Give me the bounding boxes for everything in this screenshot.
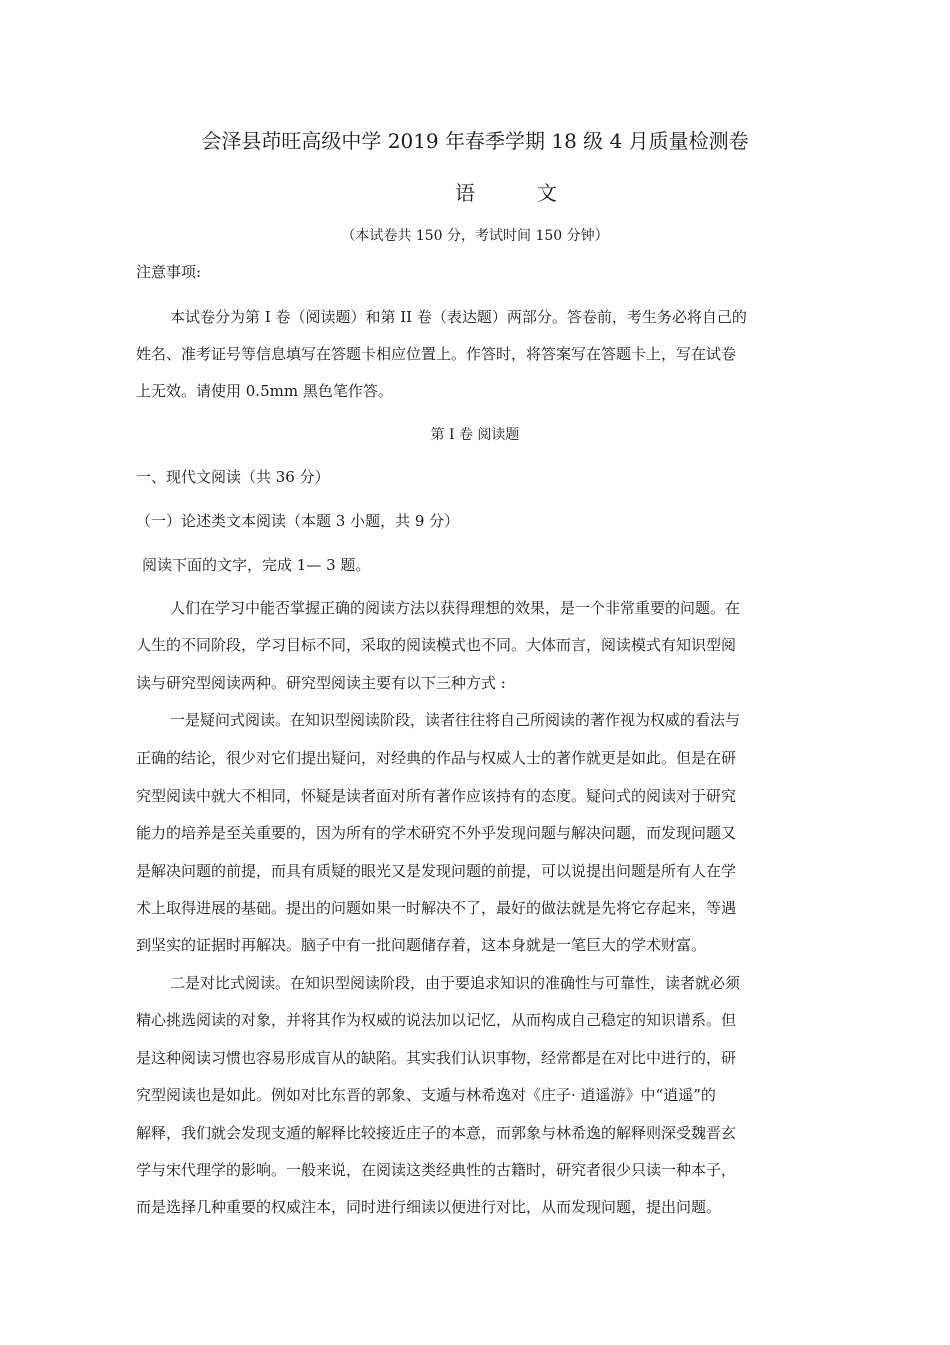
passage-line: 正确的结论，很少对它们提出疑问，对经典的作品与权威人士的著作就更是如此。但是在研 <box>136 749 737 767</box>
passage-line: 术上取得进展的基础。提出的问题如果一时解决不了，最好的做法就是先将它存起来，等遇 <box>136 899 737 917</box>
passage-line: 人们在学习中能否掌握正确的阅读方法以获得理想的效果，是一个非常重要的问题。在 <box>170 599 741 617</box>
passage-line: 是这种阅读习惯也容易形成盲从的缺陷。其实我们认识事物，经常都是在对比中进行的，研 <box>136 1049 737 1067</box>
section-heading: 一、现代文阅读（共 36 分） <box>136 468 330 486</box>
passage-line: 到坚实的证据时再解决。脑子中有一批问题储存着，这本身就是一笔巨大的学术财富。 <box>136 936 707 954</box>
notice-line: 本试卷分为第 I 卷（阅读题）和第 II 卷（表达题）两部分。答卷前，考生务必将自己的 <box>170 308 747 326</box>
passage-line: 而是选择几种重要的权威注本，同时进行细读以便进行对比，从而发现问题，提出问题。 <box>136 1198 722 1216</box>
notice-line: 姓名、准考证号等信息填写在答题卡相应位置上。作答时，将答案写在答题卡上，写在试卷 <box>136 345 737 363</box>
passage-line: 究型阅读也是如此。例如对比东晋的郭象、支遁与林希逸对《庄子· 逍遥游》中“逍遥”的 <box>136 1086 716 1104</box>
notice-line: 上无效。请使用 0.5mm 黑色笔作答。 <box>136 382 393 400</box>
passage-line: 人生的不同阶段，学习目标不同，采取的阅读模式也不同。大体而言，阅读模式有知识型阅 <box>136 636 737 654</box>
passage-line: 解释，我们就会发现支遁的解释比较接近庄子的本意，而郭象与林希逸的解释则深受魏晋玄 <box>136 1124 737 1142</box>
passage-line: 学与宋代理学的影响。一般来说，在阅读这类经典性的古籍时，研究者很少只读一种本子， <box>136 1161 737 1179</box>
notice-heading: 注意事项: <box>136 263 202 281</box>
subsection-heading: （一）论述类文本阅读（本题 3 小题，共 9 分） <box>136 512 460 530</box>
passage-line: 一是疑问式阅读。在知识型阅读阶段，读者往往将自己所阅读的著作视为权威的看法与 <box>170 711 741 729</box>
exam-info: （本试卷共 150 分，考试时间 150 分钟） <box>341 228 609 244</box>
passage-line: 是解决问题的前提，而具有质疑的眼光又是发现问题的前提，可以说提出问题是所有人在学 <box>136 862 737 880</box>
passage-line: 精心挑选阅读的对象，并将其作为权威的说法加以记忆，从而构成自己稳定的知识谱系。但 <box>136 1011 737 1029</box>
exam-title: 会泽县茚旺高级中学 2019 年春季学期 18 级 4 月质量检测卷 <box>201 129 749 153</box>
part-heading: 第 I 卷 阅读题 <box>430 427 520 443</box>
passage-line: 二是对比式阅读。在知识型阅读阶段，由于要追求知识的准确性与可靠性，读者就必须 <box>170 974 741 992</box>
subject-title: 语文 <box>455 181 619 205</box>
passage-line: 究型阅读中就大不相同，怀疑是读者面对所有著作应该持有的态度。疑问式的阅读对于研究 <box>136 787 737 805</box>
passage-line: 能力的培养是至关重要的，因为所有的学术研究不外乎发现问题与解决问题，而发现问题又 <box>136 824 737 842</box>
reading-instruction: 阅读下面的文字，完成 1— 3 题。 <box>142 556 371 574</box>
passage-line: 读与研究型阅读两种。研究型阅读主要有以下三种方式 : <box>136 674 506 692</box>
